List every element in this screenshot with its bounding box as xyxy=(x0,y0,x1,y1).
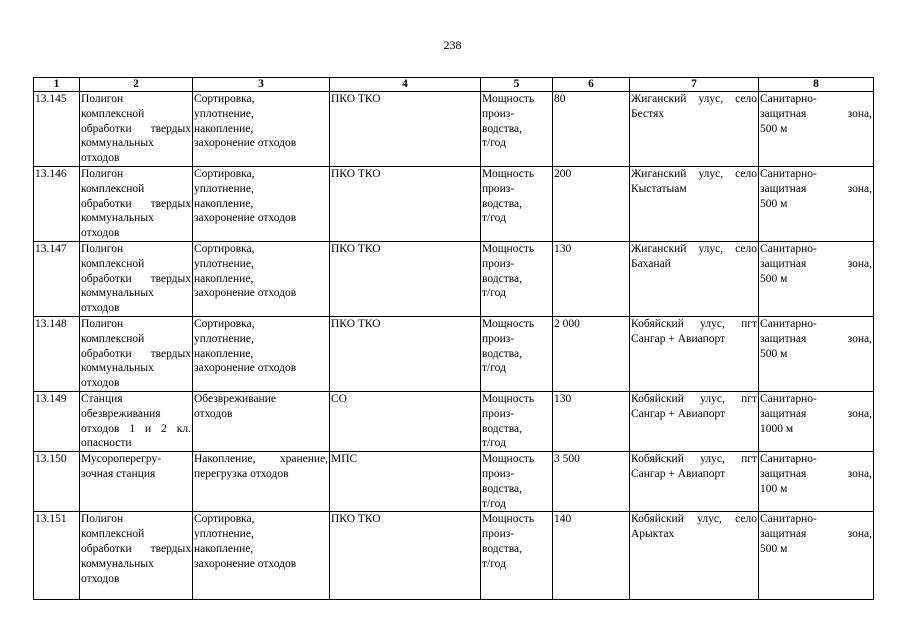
cell-value: 80 xyxy=(553,92,630,167)
cell-zone: Санитарно- защитная зона, 500 м xyxy=(759,512,874,600)
cell-name: Полигон комплексной обработки твердых коммунальных отходов xyxy=(80,241,193,316)
cell-zone: Санитарно- защитная зона, 100 м xyxy=(759,452,874,512)
cell-functions: Сортировка, уплотнение, накопление, захоронение отходов xyxy=(193,166,330,241)
facilities-table xyxy=(33,77,874,600)
cell-num: 13.150 xyxy=(34,452,80,512)
cell-type: МПС xyxy=(330,452,481,512)
cell-type: ПКО ТКО xyxy=(330,166,481,241)
cell-location: Кобяйский улус, пгт Сангар + Авиапорт xyxy=(630,316,759,391)
cell-value: 130 xyxy=(553,241,630,316)
column-header: 3 xyxy=(193,78,330,92)
cell-functions: Сортировка, уплотнение, накопление, захоронение отходов xyxy=(193,316,330,391)
column-header: 1 xyxy=(34,78,80,92)
cell-name: Полигон комплексной обработки твердых коммунальных отходов xyxy=(80,316,193,391)
cell-num: 13.151 xyxy=(34,512,80,600)
cell-parameter: Мощность произ- водства, т/год xyxy=(481,241,553,316)
cell-zone: Санитарно- защитная зона, 500 м xyxy=(759,316,874,391)
cell-location: Жиганский улус, село Кыстатыам xyxy=(630,166,759,241)
column-header: 2 xyxy=(80,78,193,92)
cell-num: 13.149 xyxy=(34,391,80,451)
cell-functions: Сортировка, уплотнение, накопление, захоронение отходов xyxy=(193,512,330,600)
column-header: 6 xyxy=(553,78,630,92)
cell-type: ПКО ТКО xyxy=(330,316,481,391)
header-row xyxy=(34,78,874,92)
table-row xyxy=(34,166,874,241)
cell-location: Кобяйский улус, село Арыктах xyxy=(630,512,759,600)
cell-num: 13.145 xyxy=(34,92,80,167)
cell-type: ПКО ТКО xyxy=(330,92,481,167)
cell-value: 3 500 xyxy=(553,452,630,512)
column-header: 7 xyxy=(630,78,759,92)
cell-zone: Санитарно- защитная зона, 500 м xyxy=(759,166,874,241)
column-header: 5 xyxy=(481,78,553,92)
cell-type: СО xyxy=(330,391,481,451)
cell-num: 13.146 xyxy=(34,166,80,241)
cell-type: ПКО ТКО xyxy=(330,512,481,600)
cell-value: 2 000 xyxy=(553,316,630,391)
cell-zone: Санитарно- защитная зона, 500 м xyxy=(759,92,874,167)
cell-num: 13.148 xyxy=(34,316,80,391)
table-row xyxy=(34,316,874,391)
cell-value: 130 xyxy=(553,391,630,451)
cell-value: 200 xyxy=(553,166,630,241)
cell-name: Мусороперегру- зочная станция xyxy=(80,452,193,512)
cell-parameter: Мощность произ- водства, т/год xyxy=(481,452,553,512)
cell-type: ПКО ТКО xyxy=(330,241,481,316)
cell-value: 140 xyxy=(553,512,630,600)
cell-zone: Санитарно- защитная зона, 1000 м xyxy=(759,391,874,451)
cell-functions: Сортировка, уплотнение, накопление, захоронение отходов xyxy=(193,92,330,167)
cell-name: Полигон комплексной обработки твердых коммунальных отходов xyxy=(80,92,193,167)
cell-parameter: Мощность произ- водства, т/год xyxy=(481,92,553,167)
table-row xyxy=(34,452,874,512)
cell-functions: Сортировка, уплотнение, накопление, захоронение отходов xyxy=(193,241,330,316)
column-header: 4 xyxy=(330,78,481,92)
cell-location: Кобяйский улус, пгт Сангар + Авиапорт xyxy=(630,391,759,451)
cell-zone: Санитарно- защитная зона, 500 м xyxy=(759,241,874,316)
cell-name: Полигон комплексной обработки твердых коммунальных отходов xyxy=(80,166,193,241)
column-header: 8 xyxy=(759,78,874,92)
cell-num: 13.147 xyxy=(34,241,80,316)
cell-name: Станция обезвреживания отходов 1 и 2 кл. опасности xyxy=(80,391,193,451)
page-number: 238 xyxy=(443,38,462,52)
table-row xyxy=(34,391,874,451)
cell-parameter: Мощность произ- водства, т/год xyxy=(481,166,553,241)
cell-parameter: Мощность произ- водства, т/год xyxy=(481,512,553,600)
cell-parameter: Мощность произ- водства, т/год xyxy=(481,316,553,391)
table-row xyxy=(34,512,874,600)
cell-functions: Накопление, хранение, перегрузка отходов xyxy=(193,452,330,512)
table-row xyxy=(34,241,874,316)
cell-location: Жиганский улус, село Бестях xyxy=(630,92,759,167)
cell-location: Жиганский улус, село Баханай xyxy=(630,241,759,316)
cell-parameter: Мощность произ- водства, т/год xyxy=(481,391,553,451)
table-row xyxy=(34,92,874,167)
cell-functions: Обезвреживание отходов xyxy=(193,391,330,451)
cell-location: Кобяйский улус, пгт Сангар + Авиапорт xyxy=(630,452,759,512)
cell-name: Полигон комплексной обработки твердых коммунальных отходов xyxy=(80,512,193,600)
